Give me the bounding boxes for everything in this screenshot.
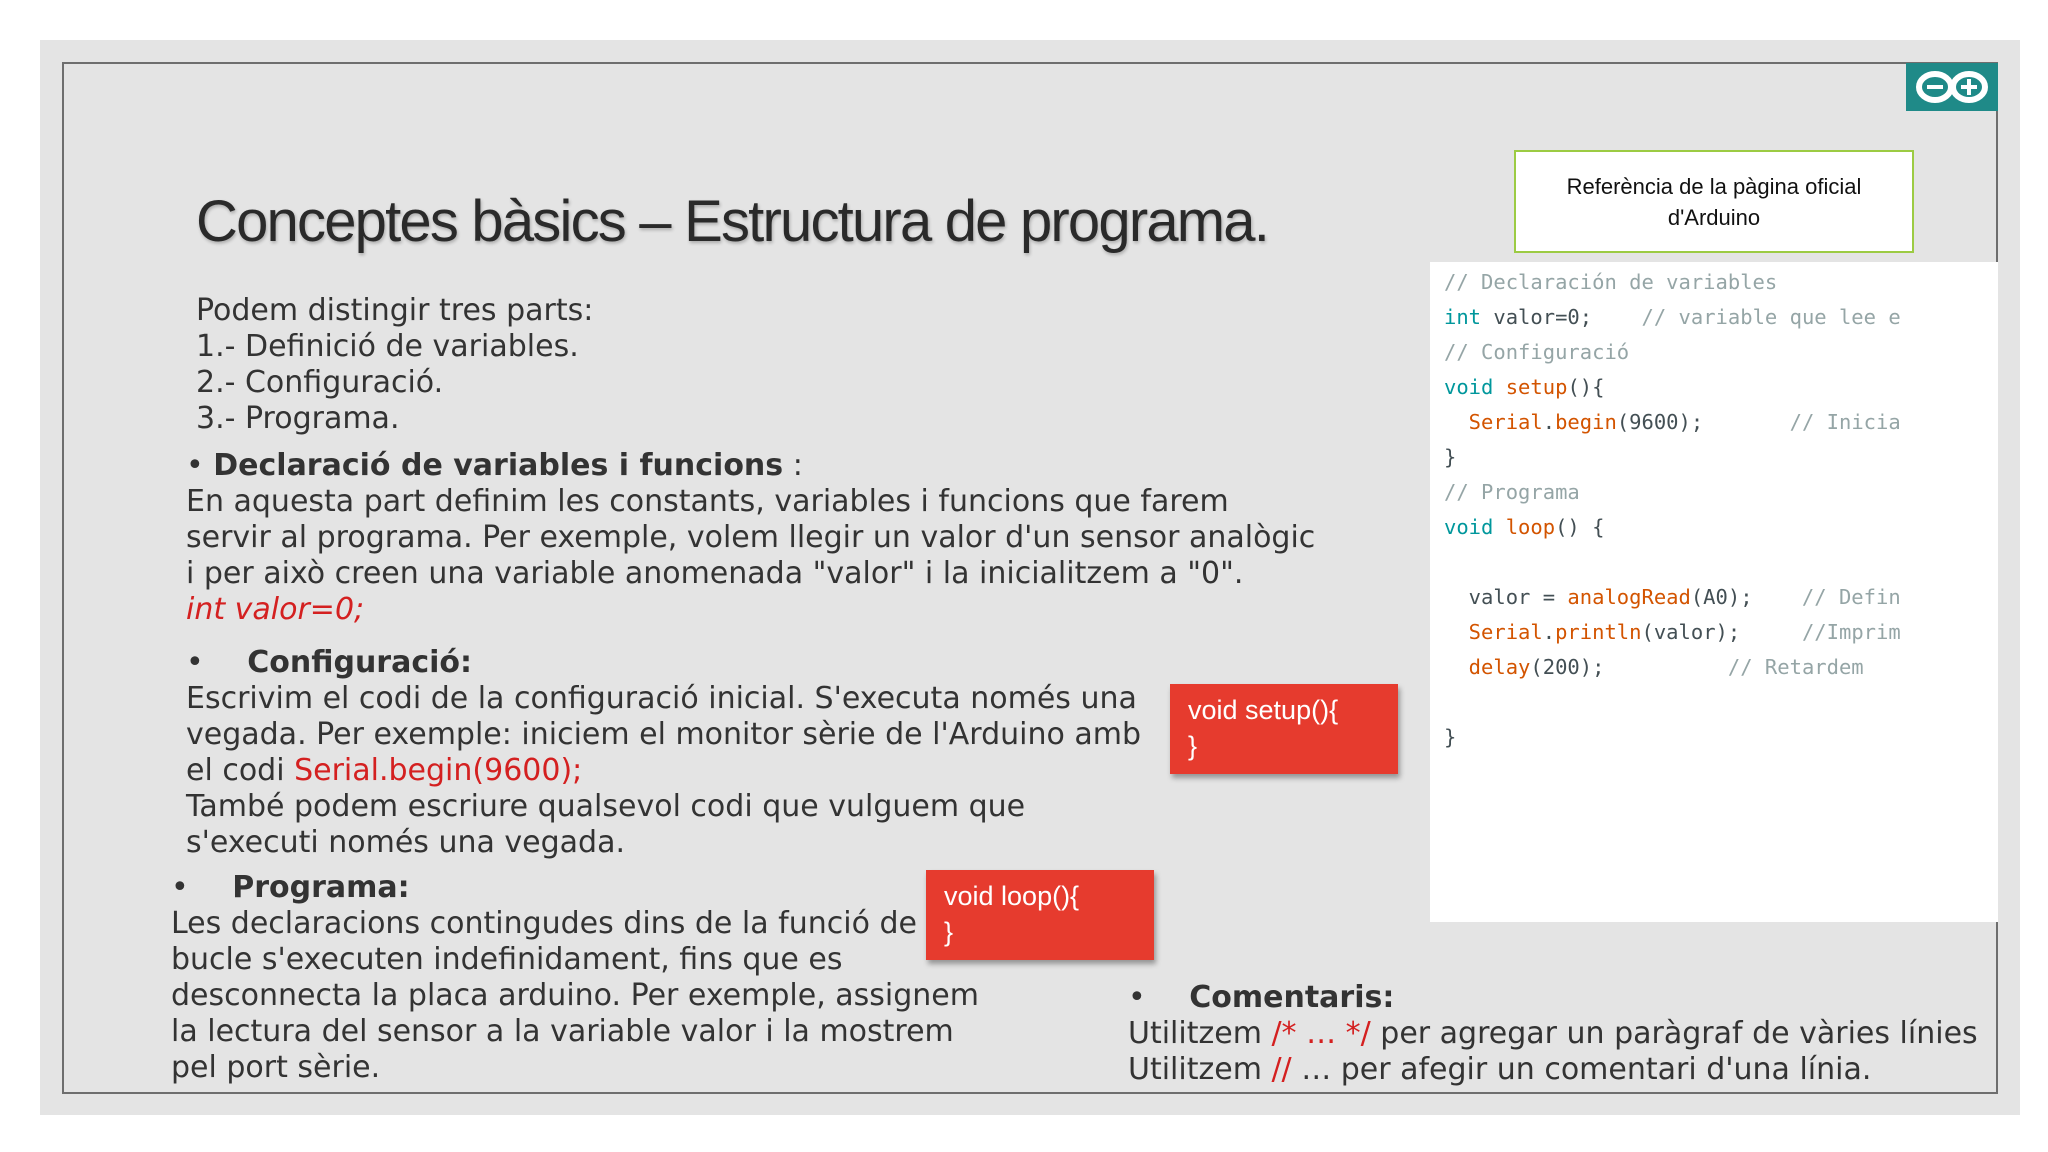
bullet: •: [186, 645, 204, 680]
code-line: Serial.begin(9600); // Inicia: [1444, 410, 1901, 434]
comments-text: … per afegir un comentari d'una línia.: [1291, 1052, 1872, 1087]
block-comment-open: /*: [1271, 1016, 1297, 1051]
program-text: bucle s'executen indefinidament, fins que es: [171, 942, 843, 977]
reference-line-2: d'Arduino: [1667, 204, 1761, 230]
program-section: [171, 870, 979, 1086]
declaration-text: i per això creen una variable anomenada "valor" i la inicialitzem a "0".: [186, 556, 1244, 591]
program-text: Les declaracions contingudes dins de la funció de: [171, 906, 917, 941]
configuration-text: el codi: [186, 753, 295, 788]
code-line: void loop() {: [1444, 515, 1605, 539]
reference-line-1: Referència de la pàgina oficial: [1566, 173, 1862, 199]
comments-text: Utilitzem: [1128, 1052, 1272, 1087]
code-line: delay(200); // Retardem: [1444, 655, 1864, 679]
bullet: •: [186, 448, 204, 483]
declaration-colon: :: [783, 448, 803, 483]
program-text: pel port sèrie.: [171, 1050, 381, 1085]
intro-line: 3.- Programa.: [196, 401, 400, 436]
loop-callout: [926, 870, 1154, 960]
loop-callout-line: }: [944, 917, 954, 947]
code-line: // Configuració: [1444, 340, 1630, 364]
program-heading: Programa:: [232, 870, 410, 905]
configuration-text: s'executi només una vegada.: [186, 825, 625, 860]
code-line: // Declaración de variables: [1444, 270, 1778, 294]
block-comment-ellipsis: …: [1296, 1016, 1346, 1051]
setup-callout: [1170, 684, 1398, 774]
declaration-heading: Declaració de variables i funcions: [213, 448, 784, 483]
bullet: •: [171, 870, 189, 905]
arduino-logo-icon: [1906, 63, 1998, 111]
block-comment-close: */: [1345, 1016, 1371, 1051]
configuration-text: També podem escriure qualsevol codi que vulguem que: [186, 789, 1026, 824]
code-line: }: [1444, 725, 1457, 749]
configuration-section: [186, 645, 1141, 861]
setup-callout-line: void setup(){: [1188, 695, 1339, 725]
reference-box: [1514, 150, 1914, 253]
loop-callout-line: void loop(){: [944, 881, 1080, 911]
code-screenshot: [1430, 262, 1998, 922]
program-text: la lectura del sensor a la variable valor i la mostrem: [171, 1014, 954, 1049]
comments-heading: Comentaris:: [1189, 980, 1395, 1015]
code-line: // Programa: [1444, 480, 1580, 504]
configuration-text: Escrivim el codi de la configuració inicial. S'executa només una: [186, 681, 1137, 716]
code-line: int valor=0; // variable que lee e: [1444, 305, 1901, 329]
comments-text: per agregar un paràgraf de vàries línies: [1370, 1016, 1978, 1051]
code-line: void setup(){: [1444, 375, 1605, 399]
slide-title: Conceptes bàsics – Estructura de programa.: [196, 189, 1269, 254]
code-line: valor = analogRead(A0); // Defin: [1444, 585, 1901, 609]
configuration-text: vegada. Per exemple: iniciem el monitor sèrie de l'Arduino amb: [186, 717, 1142, 752]
code-line: Serial.println(valor); //Imprim: [1444, 620, 1901, 644]
intro-line: Podem distingir tres parts:: [196, 293, 594, 328]
configuration-heading: Configuració:: [247, 645, 473, 680]
intro-line: 2.- Configuració.: [196, 365, 444, 400]
comments-text: Utilitzem: [1128, 1016, 1272, 1051]
declaration-text: En aquesta part definim les constants, variables i funcions que farem: [186, 484, 1229, 519]
comments-section: [1128, 980, 1978, 1088]
program-text: desconnecta la placa arduino. Per exemple, assignem: [171, 978, 979, 1013]
bullet: •: [1128, 980, 1146, 1015]
declaration-code: int valor=0;: [186, 592, 365, 627]
line-comment-marker: //: [1271, 1052, 1292, 1087]
setup-callout-line: }: [1188, 731, 1198, 761]
declaration-section: [186, 448, 1315, 628]
intro-section: [196, 293, 593, 437]
declaration-text: servir al programa. Per exemple, volem llegir un valor d'un sensor analògic: [186, 520, 1316, 555]
code-line: }: [1444, 445, 1457, 469]
intro-line: 1.- Definició de variables.: [196, 329, 579, 364]
configuration-code: Serial.begin(9600);: [294, 753, 583, 788]
